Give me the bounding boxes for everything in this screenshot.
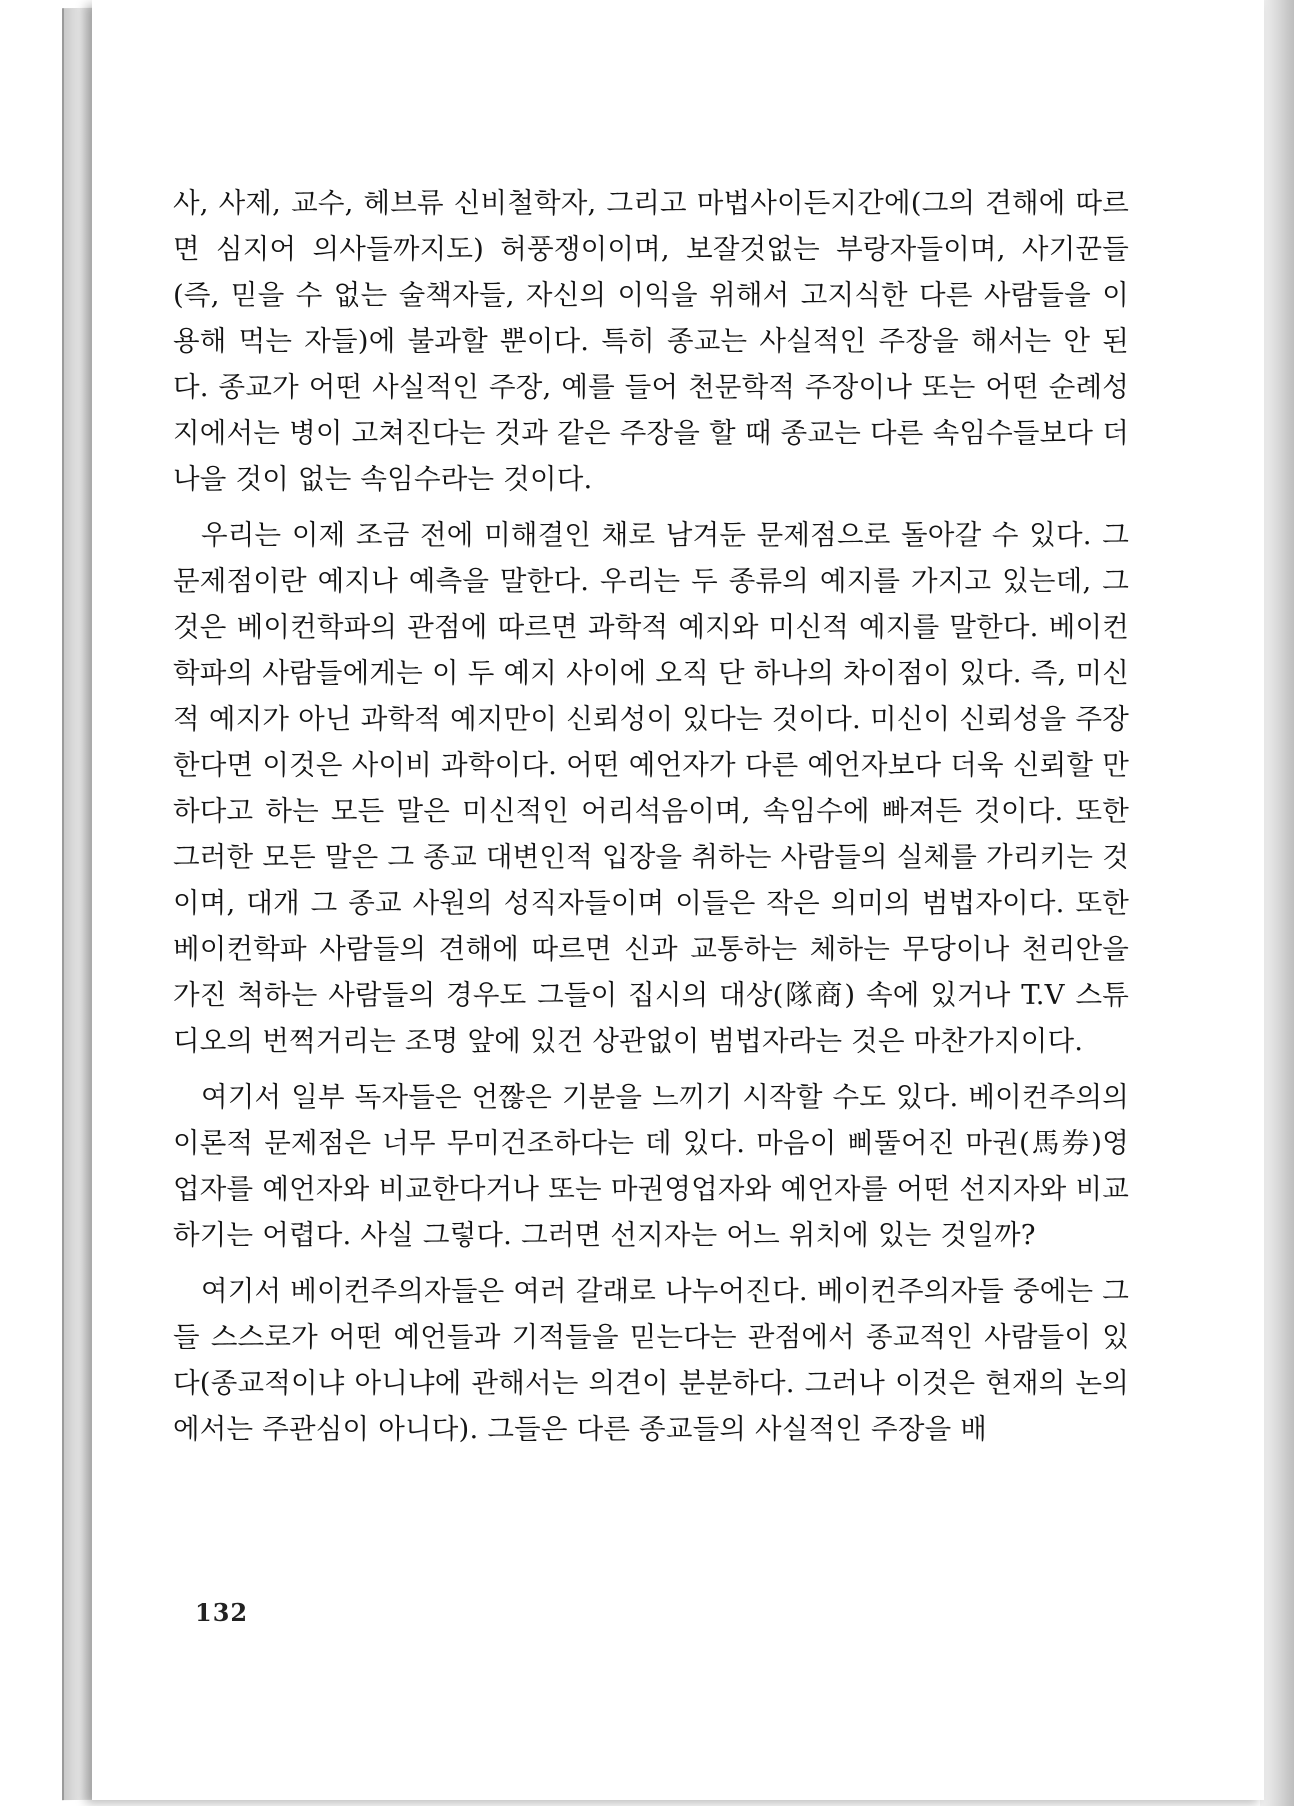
page-number: 132 (195, 1598, 249, 1627)
book-page-stack-right (1260, 0, 1294, 1806)
paragraph-1: 사, 사제, 교수, 헤브류 신비철학자, 그리고 마법사이든지간에(그의 견해에 따르면 심지어 의사들까지도) 허풍쟁이이며, 보잘것없는 부랑자들이며, 사기꾼들(즉, 믿을 수 없는 술책자들, 자신의 이익을 위해서 고지식한 다른 사람들을 이용해 먹는 자들)에 불과할 뿐이다. 특히 종교는 사실적인 주장을 해서는 안 된다. 종교가 어떤 사실적인 주장, 예를 들어 천문학적 주장이나 또는 어떤 순례성지에서는 병이 고쳐진다는 것과 같은 주장을 할 때 종교는 다른 속임수들보다 더 나을 것이 없는 속임수라는 것이다. (173, 187, 1129, 495)
paragraph-2: 우리는 이제 조금 전에 미해결인 채로 남겨둔 문제점으로 돌아갈 수 있다. 그 문제점이란 예지나 예측을 말한다. 우리는 두 종류의 예지를 가지고 있는데, 그것은 베이컨학파의 관점에 따르면 과학적 예지와 미신적 예지를 말한다. 베이컨학파의 사람들에게는 이 두 예지 사이에 오직 단 하나의 차이점이 있다. 즉, 미신적 예지가 아닌 과학적 예지만이 신뢰성이 있다는 것이다. 미신이 신뢰성을 주장한다면 이것은 사이비 과학이다. 어떤 예언자가 다른 예언자보다 더욱 신뢰할 만하다고 하는 모든 말은 미신적인 어리석음이며, 속임수에 빠져든 것이다. 또한 그러한 모든 말은 그 종교 대변인적 입장을 취하는 사람들의 실체를 가리키는 것이며, 대개 그 종교 사원의 성직자들이며 이들은 작은 의미의 범법자이다. 또한 베이컨학파 사람들의 견해에 따르면 신과 교통하는 체하는 무당이나 천리안을 가진 척하는 사람들의 경우도 그들이 집시의 대상(隊商) 속에 있거나 T.V 스튜디오의 번쩍거리는 조명 앞에 있건 상관없이 범법자라는 것은 마찬가지이다. (173, 519, 1129, 1057)
paragraph-4: 여기서 베이컨주의자들은 여러 갈래로 나누어진다. 베이컨주의자들 중에는 그들 스스로가 어떤 예언들과 기적들을 믿는다는 관점에서 종교적인 사람들이 있다(종교적이냐 아니냐에 관해서는 의견이 분분하다. 그러나 이것은 현재의 논의에서는 주관심이 아니다). 그들은 다른 종교들의 사실적인 주장을 배 (173, 1275, 1130, 1445)
body-text (173, 180, 1129, 1462)
paragraph-3: 여기서 일부 독자들은 언짢은 기분을 느끼기 시작할 수도 있다. 베이컨주의의 이론적 문제점은 너무 무미건조하다는 데 있다. 마음이 삐뚤어진 마권(馬券)영업자를 예언자와 비교한다거나 또는 마권영업자와 예언자를 어떤 선지자와 비교하기는 어렵다. 사실 그렇다. 그러면 선지자는 어느 위치에 있는 것일까? (173, 1081, 1129, 1251)
